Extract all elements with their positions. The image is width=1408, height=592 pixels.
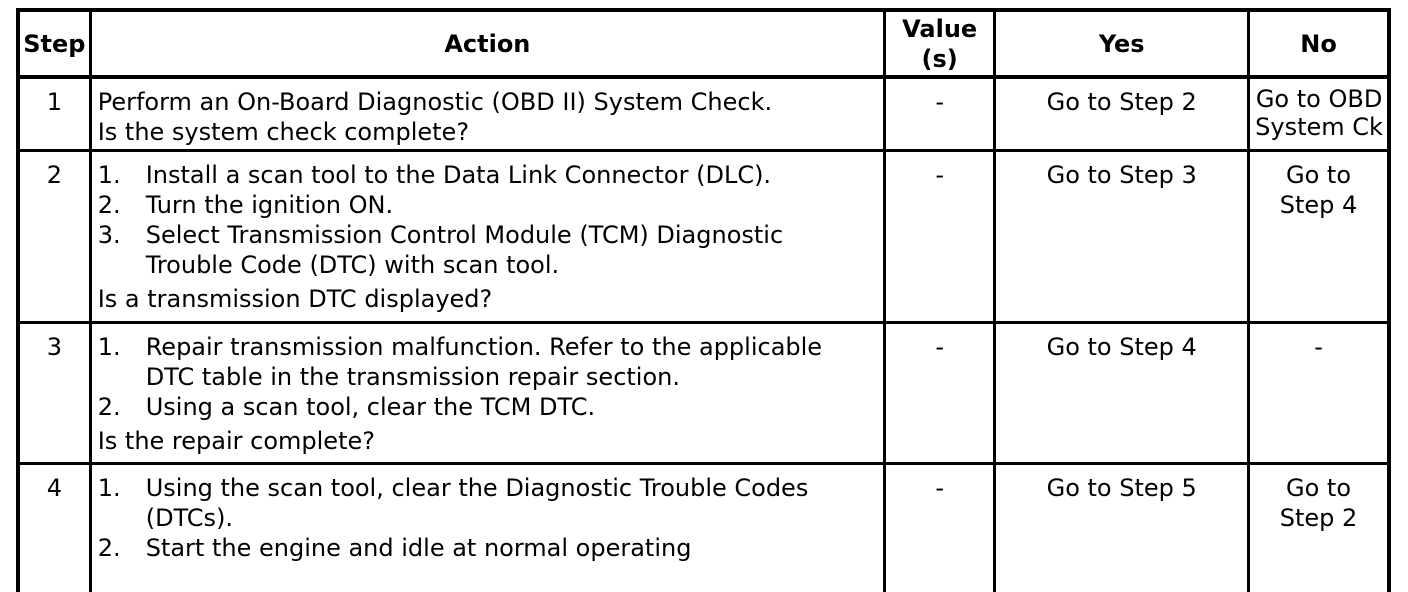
action-steps — [98, 332, 877, 422]
yes-cell: Go to Step 4 — [995, 323, 1249, 464]
header-value-label: Value (s) — [902, 14, 978, 73]
action-step — [98, 220, 877, 280]
action-step-number: 1. — [97, 161, 121, 189]
no-cell — [1249, 464, 1389, 592]
value-cell: - — [885, 464, 995, 592]
value-cell: - — [885, 323, 995, 464]
table-row — [18, 151, 1389, 323]
action-question: Is the system check complete? — [97, 118, 470, 146]
action-steps — [98, 473, 877, 563]
yes-cell: Go to Step 3 — [995, 151, 1249, 323]
action-step — [98, 473, 877, 533]
action-step-text: Select Transmission Control Module (TCM) Diagnostic Trouble Code (DTC) with scan tool. — [145, 221, 784, 279]
action-step-text: Turn the ignition ON. — [145, 191, 394, 219]
diagnostic-table — [16, 8, 1391, 592]
action-question: Is the repair complete? — [97, 427, 375, 455]
action-cell — [90, 151, 884, 323]
step-number: 4 — [18, 464, 90, 592]
action-step — [98, 160, 877, 190]
table-row — [18, 77, 1389, 151]
action-step-text: Start the engine and idle at normal operating — [145, 534, 692, 562]
action-question: Is a transmission DTC displayed? — [97, 285, 493, 313]
action-step-number: 1. — [97, 333, 121, 361]
action-step-text: Using the scan tool, clear the Diagnostic Trouble Codes (DTCs). — [145, 474, 809, 532]
table-row — [18, 323, 1389, 464]
action-step-number: 1. — [97, 474, 121, 502]
step-number: 2 — [18, 151, 90, 323]
header-no: No — [1249, 10, 1389, 77]
action-step — [98, 190, 877, 220]
action-step-text: Repair transmission malfunction. Refer to the applicable DTC table in the transmission repair section. — [145, 333, 823, 391]
no-cell-text: Go to Step 4 — [1279, 161, 1358, 219]
value-cell: - — [885, 151, 995, 323]
action-step — [98, 533, 877, 563]
action-cell — [90, 323, 884, 464]
action-step — [98, 392, 877, 422]
value-cell: - — [885, 77, 995, 151]
table-row — [18, 464, 1389, 592]
yes-cell: Go to Step 5 — [995, 464, 1249, 592]
step-number: 3 — [18, 323, 90, 464]
action-step-number: 2. — [97, 534, 121, 562]
action-cell — [90, 77, 884, 151]
yes-cell: Go to Step 2 — [995, 77, 1249, 151]
action-step-text: Install a scan tool to the Data Link Connector (DLC). — [145, 161, 772, 189]
action-cell — [90, 464, 884, 592]
header-value — [885, 10, 995, 77]
action-step — [98, 332, 877, 392]
header-action: Action — [90, 10, 884, 77]
action-step-text: Using a scan tool, clear the TCM DTC. — [145, 393, 596, 421]
no-cell — [1249, 151, 1389, 323]
action-steps — [98, 160, 877, 280]
diagnostic-table-container — [16, 8, 1391, 592]
header-yes: Yes — [995, 10, 1249, 77]
action-text: Perform an On-Board Diagnostic (OBD II) System Check. — [97, 88, 773, 116]
no-cell-text: Go to OBD System Ck — [1255, 85, 1383, 141]
no-cell — [1249, 77, 1389, 151]
action-step-number: 2. — [97, 393, 121, 421]
header-step: Step — [18, 10, 90, 77]
no-cell-text: Go to Step 2 — [1279, 474, 1358, 532]
no-cell: - — [1249, 323, 1389, 464]
step-number: 1 — [18, 77, 90, 151]
header-row — [18, 10, 1389, 77]
action-step-number: 3. — [97, 221, 121, 249]
action-step-number: 2. — [97, 191, 121, 219]
